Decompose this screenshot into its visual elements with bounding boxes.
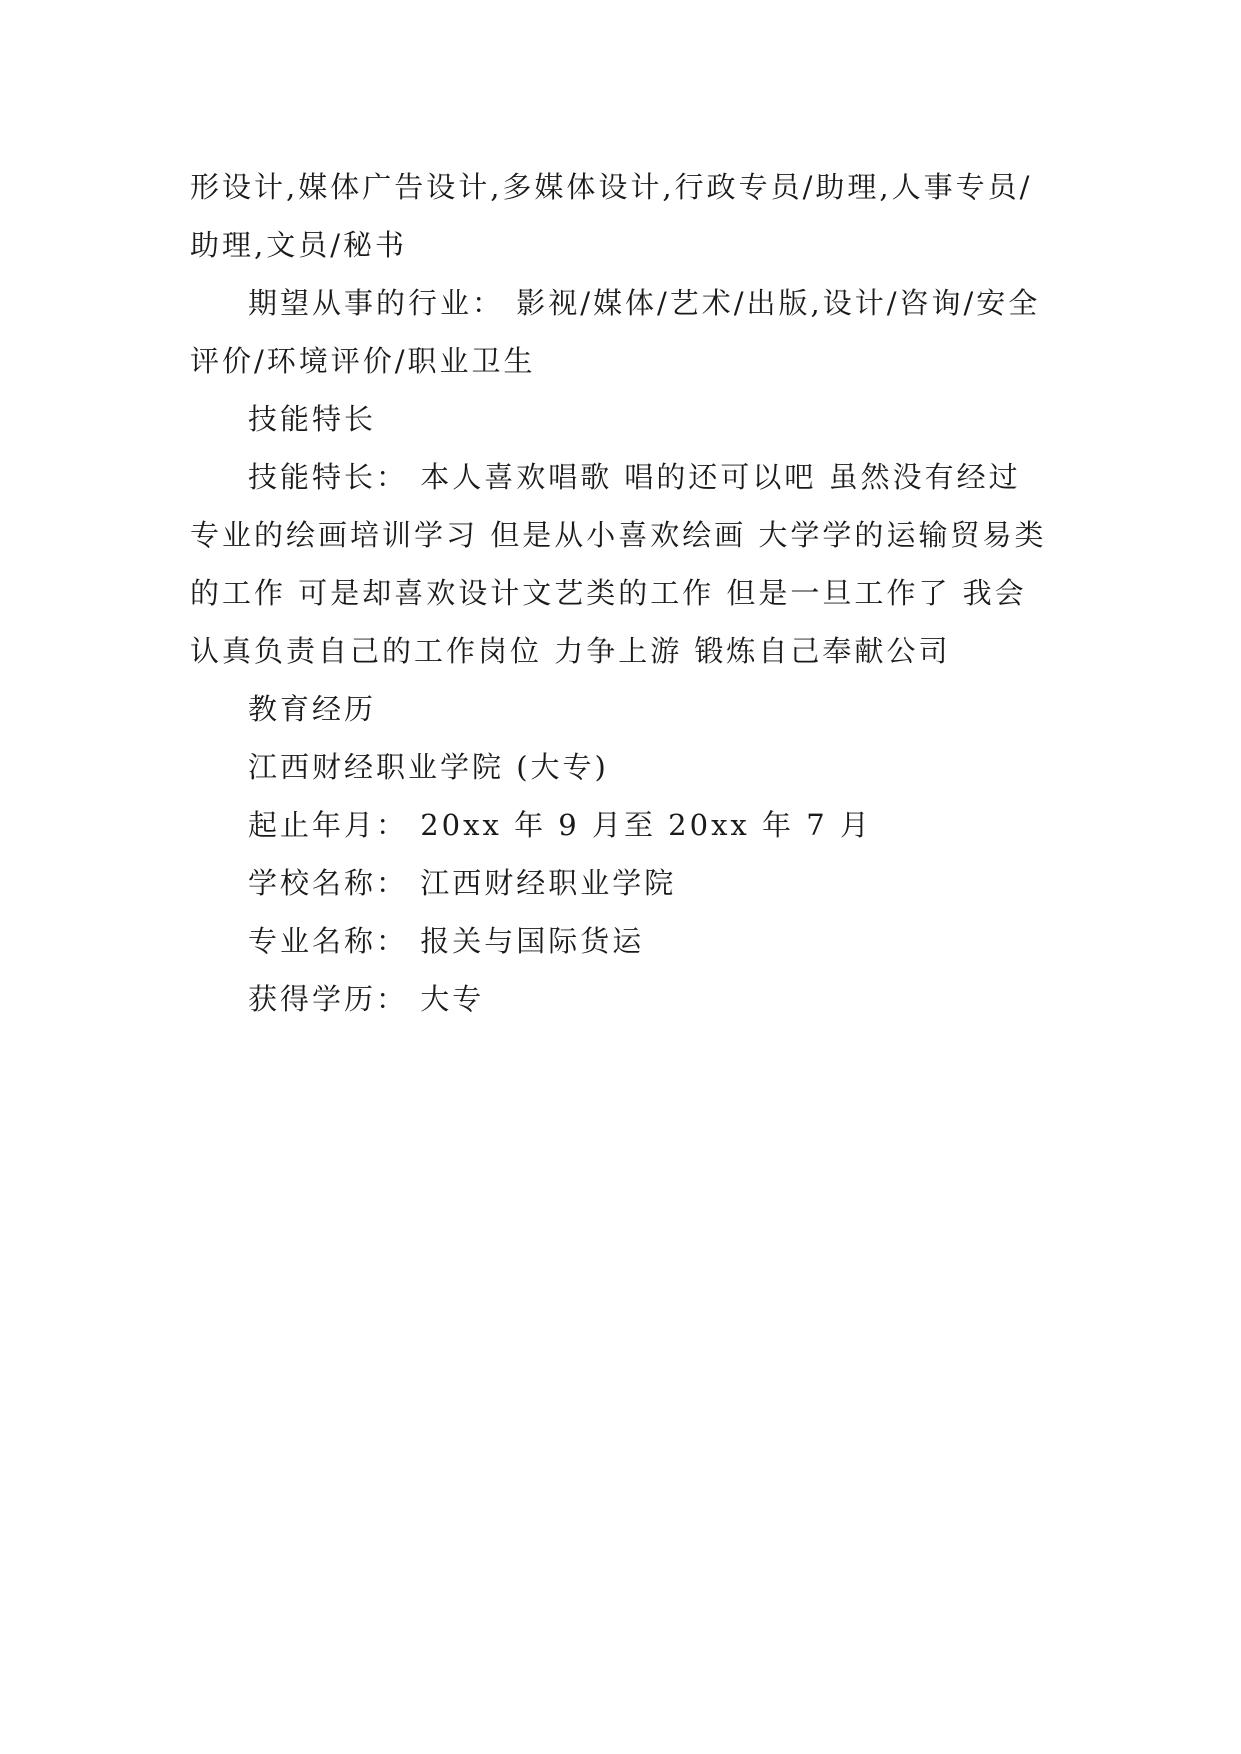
paragraph-jobs-continued: 形设计,媒体广告设计,多媒体设计,行政专员/助理,人事专员/助理,文员/秘书 bbox=[190, 170, 1033, 262]
education-major-value: 报关与国际货运 bbox=[420, 924, 645, 958]
section-heading-education: 教育经历 bbox=[248, 692, 377, 726]
education-period-row bbox=[190, 796, 1050, 854]
education-school-row bbox=[190, 854, 1050, 912]
education-period-value: 20xx 年 9 月至 20xx 年 7 月 bbox=[420, 808, 872, 842]
education-major-row bbox=[190, 912, 1050, 970]
section-heading-skills: 技能特长 bbox=[248, 402, 377, 436]
education-school-label: 学校名称： bbox=[248, 866, 409, 900]
document-body bbox=[190, 158, 1050, 1028]
education-degree-value: 大专 bbox=[420, 982, 485, 1016]
paragraph-expected-industry: 期望从事的行业： 影视/媒体/艺术/出版,设计/咨询/安全评价/环境评价/职业卫生 bbox=[190, 286, 1041, 378]
education-major-label: 专业名称： bbox=[248, 924, 409, 958]
education-school-value: 江西财经职业学院 bbox=[420, 866, 677, 900]
paragraph-skills: 技能特长： 本人喜欢唱歌 唱的还可以吧 虽然没有经过专业的绘画培训学习 但是从小喜欢绘画 大学学的运输贸易类的工作 可是却喜欢设计文艺类的工作 但是一旦工作了 我会认真负责自己的工作岗位 力争上游 锻炼自己奉献公司 bbox=[190, 460, 1047, 668]
education-period-label: 起止年月： bbox=[248, 808, 409, 842]
education-degree-label: 获得学历： bbox=[248, 982, 409, 1016]
education-degree-row bbox=[190, 970, 1050, 1028]
education-school-line: 江西财经职业学院 (大专) bbox=[248, 750, 609, 784]
